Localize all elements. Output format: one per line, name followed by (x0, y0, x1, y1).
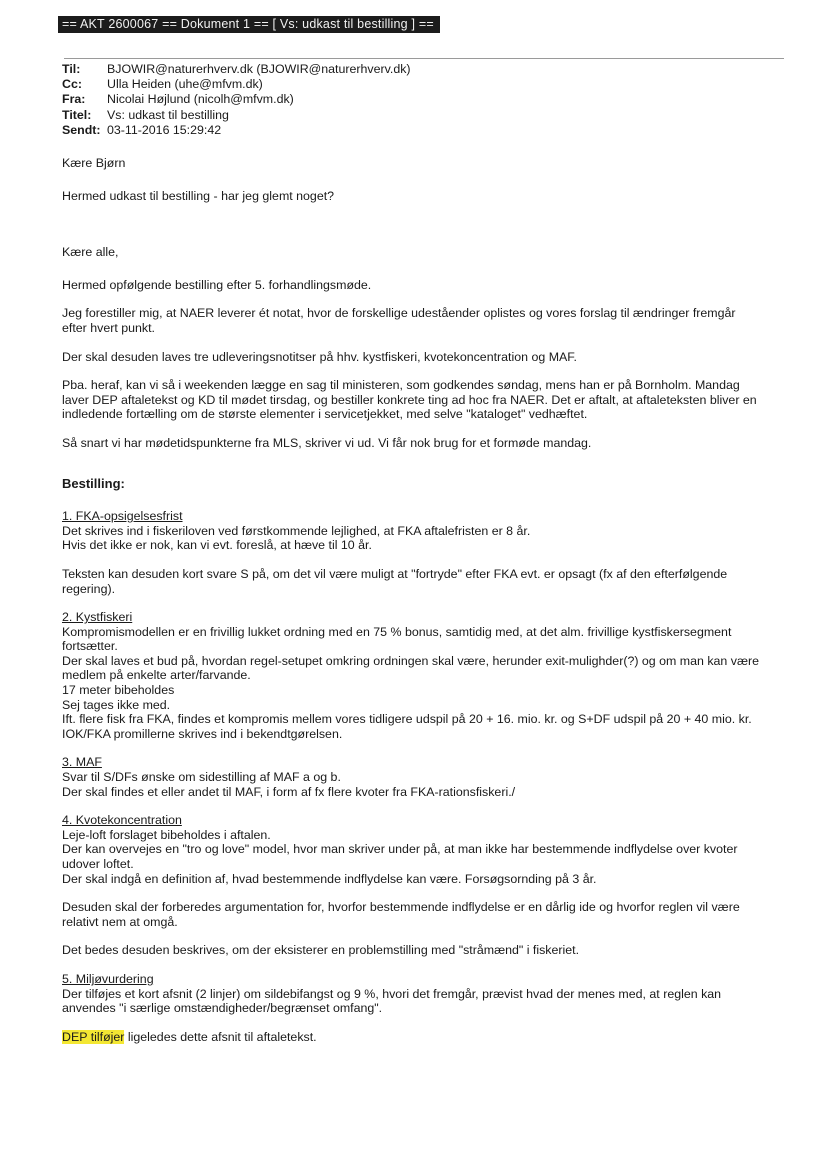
paragraph-notat: Jeg forestiller mig, at NAER leverer ét notat, hvor de forskellige udeståender oplistes og vores forslag til ændringer fremgår efter hvert punkt. (62, 306, 736, 335)
header-row-sent (62, 123, 411, 138)
final-line (62, 1030, 762, 1045)
section-2-line-1: Kompromismodellen er en frivillig lukket ordning med en 75 % bonus, samtidig med, at det alm. frivillige kystfiskersegment fortsætter. (62, 624, 732, 654)
section-2-line-5: Ift. flere fisk fra FKA, findes et kompromis mellem vores tidligere udspil på 20 + 16. mio. kr. og S+DF udspil på 20 + 40 mio. kr. (62, 712, 752, 727)
section-4-title: 4. Kvotekoncentration (62, 813, 182, 828)
sent-label: Sendt: (62, 122, 101, 137)
section-4-line-1: Leje-loft forslaget bibeholdes i aftalen. (62, 827, 271, 842)
section-1-line-1: Det skrives ind i fiskeriloven ved førstkommende lejlighed, at FKA aftalefristen er 8 år. (62, 523, 531, 538)
section-5-line-1: Der tilføjes et kort afsnit (2 linjer) om sildebifangst og 9 %, hvori det fremgår, prævist hvad der menes med, at reglen kan anvendes "i særlige omstændigheder/begrænset omfang". (62, 986, 722, 1016)
email-document (62, 62, 762, 1044)
cc-value: Ulla Heiden (uhe@mfvm.dk) (107, 77, 263, 92)
to-label: Til: (62, 62, 81, 76)
section-3-title: 3. MAF (62, 755, 102, 770)
from-label: Fra: (62, 92, 86, 107)
title-label: Titel: (62, 107, 92, 122)
paragraph-minister: Pba. heraf, kan vi så i weekenden lægge en sag til ministeren, som godkendes søndag, mens han er på Bornholm. Mandag laver DEP aftaletekst og KD til mødet tirsdag, og bestiller konkrete ting ad hoc fra NAER. Det er aftalt, at aftaleteksten bliver en indledende fortælling om de største elementer i servicetjekket, med selve "kataloget" vedhæftet. (62, 378, 757, 422)
section-4-paragraph-2: Desuden skal der forberedes argumentation for, hvorfor bestemmende indflydelse er en dårlig ide og hvorfor reglen vil være relativt nem at omgå. (62, 900, 740, 929)
header-row-from (62, 92, 411, 107)
section-1-paragraph: Teksten kan desuden kort svare S på, om det vil være muligt at "fortryde" efter FKA evt. er opsagt (fx af den efterfølgende regering). (62, 566, 728, 596)
section-2-title: 2. Kystfiskeri (62, 610, 133, 625)
final-line-rest: ligeledes dette afsnit til aftaletekst. (124, 1029, 317, 1044)
section-1-title: 1. FKA-opsigelsesfrist (62, 509, 183, 524)
paragraph-mls: Så snart vi har mødetidspunkterne fra MLS, skriver vi ud. Vi får nok brug for et formøde mandag. (62, 435, 592, 450)
section-5-title: 5. Miljøvurdering (62, 971, 154, 986)
intro-line: Hermed udkast til bestilling - har jeg glemt noget? (62, 188, 335, 203)
section-4-line-3: Der skal indgå en definition af, hvad bestemmende indflydelse kan være. Forsøgsornding på 3 år. (62, 871, 597, 886)
email-header (62, 62, 411, 138)
from-value: Nicolai Højlund (nicolh@mfvm.dk) (107, 92, 294, 107)
paragraph-followup: Hermed opfølgende bestilling efter 5. forhandlingsmøde. (62, 277, 372, 292)
section-3-line-2: Der skal findes et eller andet til MAF, i form af fx flere kvoter fra FKA-rationsfiskeri./ (62, 784, 516, 799)
paragraph-notitser: Der skal desuden laves tre udleveringsnotitser på hhv. kystfiskeri, kvotekoncentration og MAF. (62, 349, 577, 364)
section-4-line-2: Der kan overvejes en "tro og love" model, hvor man skriver under på, at man ikke har bestemmende indflydelse over kvoter udover loftet. (62, 842, 738, 872)
header-row-to (62, 62, 411, 77)
bestilling-heading: Bestilling: (62, 475, 125, 491)
title-value: Vs: udkast til bestilling (107, 107, 229, 122)
greeting-bjorn: Kære Bjørn (62, 156, 126, 171)
section-3-line-1: Svar til S/DFs ønske om sidestilling af MAF a og b. (62, 770, 341, 785)
section-2-line-6: IOK/FKA promillerne skrives ind i bekendtgørelsen. (62, 726, 343, 741)
header-row-title (62, 108, 411, 123)
header-divider (64, 58, 784, 59)
section-1-line-2: Hvis det ikke er nok, kan vi evt. foreslå, at hæve til 10 år. (62, 538, 372, 553)
section-2-line-3: 17 meter bibeholdes (62, 683, 175, 698)
to-value: BJOWIR@naturerhverv.dk (BJOWIR@naturerhverv.dk) (107, 62, 411, 76)
sent-value: 03-11-2016 15:29:42 (107, 122, 222, 137)
highlighted-text: DEP tilføjer (62, 1029, 125, 1044)
section-4-paragraph-3: Det bedes desuden beskrives, om der eksisterer en problemstilling med "stråmænd" i fiskeriet. (62, 943, 580, 958)
document-banner: == AKT 2600067 == Dokument 1 == [ Vs: udkast til bestilling ] == (58, 16, 440, 33)
section-2-line-4: Sej tages ikke med. (62, 697, 171, 712)
cc-label: Cc: (62, 77, 82, 92)
greeting-all: Kære alle, (62, 245, 119, 260)
section-2-line-2: Der skal laves et bud på, hvordan regel-setupet omkring ordningen skal være, herunder exit-mulighder(?) og om man kan være medlem på enkelte arter/farvande. (62, 653, 759, 683)
header-row-cc (62, 77, 411, 92)
